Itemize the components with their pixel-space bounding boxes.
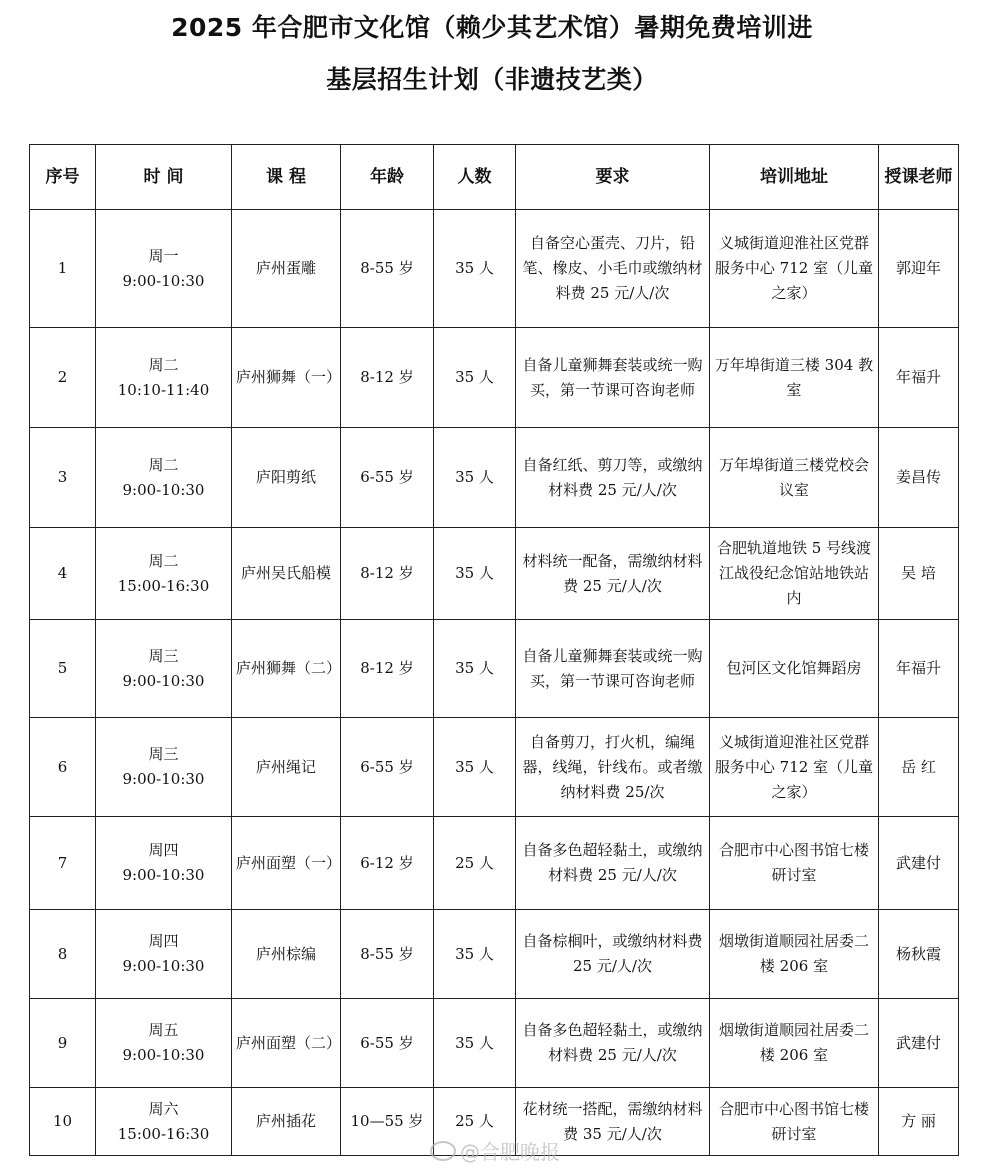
cell-time [96, 1088, 232, 1156]
cell-teacher: 年福升 [879, 620, 959, 718]
cell-count: 35 人 [434, 999, 516, 1088]
header-age: 年龄 [341, 145, 434, 210]
cell-time [96, 210, 232, 328]
cell-course: 庐州绳记 [232, 718, 341, 817]
cell-time [96, 999, 232, 1088]
enrollment-table [29, 144, 959, 1156]
table-row [30, 428, 959, 528]
cell-time-time: 15:00-16:30 [117, 576, 210, 595]
cell-count: 35 人 [434, 718, 516, 817]
cell-time [96, 328, 232, 428]
cell-no: 1 [30, 210, 96, 328]
cell-time-day: 周五 [148, 1021, 179, 1039]
cell-age: 10—55 岁 [341, 1088, 434, 1156]
cell-time-day: 周二 [148, 455, 179, 474]
cell-requirement: 自备儿童狮舞套装或统一购买，第一节课可咨询老师 [516, 328, 710, 428]
cell-requirement: 材料统一配备，需缴纳材料费 25 元/人/次 [516, 528, 710, 620]
cell-course: 庐州吴氏船模 [232, 528, 341, 620]
cell-count: 35 人 [434, 620, 516, 718]
cell-time-day: 周三 [148, 745, 179, 763]
cell-count: 35 人 [434, 328, 516, 428]
cell-course: 庐州插花 [232, 1088, 341, 1156]
table-row [30, 620, 959, 718]
cell-time-day: 周四 [148, 932, 179, 950]
cell-time-day: 周一 [148, 246, 179, 265]
header-course: 课 程 [232, 145, 341, 210]
cell-address: 义城街道迎淮社区党群服务中心 712 室（儿童之家） [710, 718, 879, 817]
cell-age: 6-55 岁 [341, 999, 434, 1088]
cell-time-day: 周三 [148, 646, 179, 665]
cell-time-time: 9:00-10:30 [122, 671, 205, 690]
cell-address: 义城街道迎淮社区党群服务中心 712 室（儿童之家） [710, 210, 879, 328]
cell-no: 9 [30, 999, 96, 1088]
cell-time-time: 9:00-10:30 [122, 866, 205, 884]
cell-requirement: 自备儿童狮舞套装或统一购买，第一节课可咨询老师 [516, 620, 710, 718]
cell-time-day: 周六 [148, 1099, 179, 1118]
cell-teacher: 杨秋霞 [879, 910, 959, 999]
table-row [30, 718, 959, 817]
cell-time [96, 620, 232, 718]
cell-teacher: 郭迎年 [879, 210, 959, 328]
cell-time-time: 15:00-16:30 [117, 1124, 210, 1143]
cell-time [96, 910, 232, 999]
cell-age: 8-55 岁 [341, 910, 434, 999]
cell-address: 烟墩街道顺园社居委二楼 206 室 [710, 999, 879, 1088]
table-header-row [30, 145, 959, 210]
cell-teacher: 岳 红 [879, 718, 959, 817]
cell-requirement: 自备空心蛋壳、刀片，铅笔、橡皮、小毛巾或缴纳材料费 25 元/人/次 [516, 210, 710, 328]
header-requirement: 要求 [516, 145, 710, 210]
cell-age: 8-55 岁 [341, 210, 434, 328]
cell-address: 万年埠街道三楼 304 教室 [710, 328, 879, 428]
header-count: 人数 [434, 145, 516, 210]
cell-age: 8-12 岁 [341, 620, 434, 718]
cell-no: 6 [30, 718, 96, 817]
cell-no: 5 [30, 620, 96, 718]
cell-time-day: 周四 [148, 841, 179, 859]
cell-requirement: 自备红纸、剪刀等，或缴纳材料费 25 元/人/次 [516, 428, 710, 528]
cell-count: 35 人 [434, 210, 516, 328]
cell-time-time: 9:00-10:30 [122, 770, 205, 788]
cell-time-time: 9:00-10:30 [122, 1046, 205, 1064]
watermark [430, 1136, 560, 1165]
cell-count: 25 人 [434, 1088, 516, 1156]
cell-time-day: 周二 [148, 551, 179, 570]
cell-no: 8 [30, 910, 96, 999]
cell-time-time: 10:10-11:40 [117, 380, 210, 399]
cell-time [96, 817, 232, 910]
cell-address: 万年埠街道三楼党校会议室 [710, 428, 879, 528]
page-title-line1: 2025 年合肥市文化馆（赖少其艺术馆）暑期免费培训进 [171, 13, 813, 42]
cell-course: 庐州面塑（一） [232, 817, 341, 910]
cell-teacher: 武建付 [879, 817, 959, 910]
cell-address: 合肥轨道地铁 5 号线渡江战役纪念馆站地铁站内 [710, 528, 879, 620]
cell-no: 2 [30, 328, 96, 428]
cell-time [96, 718, 232, 817]
cell-requirement: 自备多色超轻黏土，或缴纳材料费 25 元/人/次 [516, 817, 710, 910]
watermark-text: @合肥晚报 [460, 1140, 560, 1164]
cell-no: 4 [30, 528, 96, 620]
table-row [30, 528, 959, 620]
cell-age: 6-12 岁 [341, 817, 434, 910]
cell-requirement: 自备剪刀，打火机，编绳器，线绳，针线布。或者缴纳材料费 25/次 [516, 718, 710, 817]
cell-time-time: 9:00-10:30 [122, 271, 205, 290]
weibo-icon [430, 1141, 456, 1161]
cell-teacher: 姜昌传 [879, 428, 959, 528]
cell-requirement: 自备棕榈叶，或缴纳材料费 25 元/人/次 [516, 910, 710, 999]
header-address: 培训地址 [710, 145, 879, 210]
table-row [30, 210, 959, 328]
cell-count: 35 人 [434, 528, 516, 620]
cell-time-day: 周二 [148, 355, 179, 374]
table-row [30, 999, 959, 1088]
table-row [30, 910, 959, 999]
cell-time [96, 528, 232, 620]
cell-course: 庐州蛋雕 [232, 210, 341, 328]
cell-age: 6-55 岁 [341, 428, 434, 528]
cell-address: 合肥市中心图书馆七楼研讨室 [710, 1088, 879, 1156]
cell-age: 8-12 岁 [341, 528, 434, 620]
header-time: 时 间 [96, 145, 232, 210]
cell-no: 10 [30, 1088, 96, 1156]
cell-teacher: 吴 培 [879, 528, 959, 620]
cell-course: 庐州面塑（二） [232, 999, 341, 1088]
header-teacher: 授课老师 [879, 145, 959, 210]
cell-requirement: 花材统一搭配，需缴纳材料费 35 元/人/次 [516, 1088, 710, 1156]
cell-time-time: 9:00-10:30 [122, 957, 205, 975]
table-row [30, 328, 959, 428]
cell-requirement: 自备多色超轻黏土，或缴纳材料费 25 元/人/次 [516, 999, 710, 1088]
cell-teacher: 武建付 [879, 999, 959, 1088]
cell-count: 35 人 [434, 910, 516, 999]
cell-address: 烟墩街道顺园社居委二楼 206 室 [710, 910, 879, 999]
cell-course: 庐州狮舞（二） [232, 620, 341, 718]
cell-no: 3 [30, 428, 96, 528]
cell-time-time: 9:00-10:30 [122, 480, 205, 499]
cell-time [96, 428, 232, 528]
cell-course: 庐州棕编 [232, 910, 341, 999]
cell-course: 庐阳剪纸 [232, 428, 341, 528]
cell-teacher: 方 丽 [879, 1088, 959, 1156]
cell-address: 包河区文化馆舞蹈房 [710, 620, 879, 718]
cell-course: 庐州狮舞（一） [232, 328, 341, 428]
cell-count: 35 人 [434, 428, 516, 528]
cell-no: 7 [30, 817, 96, 910]
table-row [30, 817, 959, 910]
cell-teacher: 年福升 [879, 328, 959, 428]
header-no: 序号 [30, 145, 96, 210]
cell-address: 合肥市中心图书馆七楼研讨室 [710, 817, 879, 910]
cell-age: 6-55 岁 [341, 718, 434, 817]
page-title-line2: 基层招生计划（非遗技艺类） [326, 65, 658, 94]
cell-count: 25 人 [434, 817, 516, 910]
cell-age: 8-12 岁 [341, 328, 434, 428]
